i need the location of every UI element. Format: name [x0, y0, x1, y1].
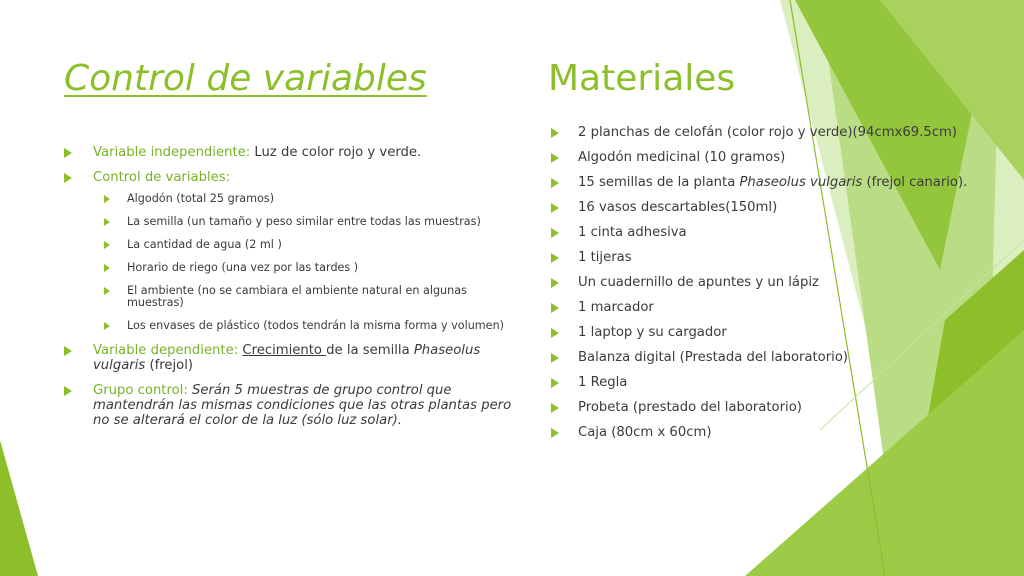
- material-text: Un cuadernillo de apuntes y un lápiz: [578, 275, 819, 290]
- material-text: Algodón medicinal (10 gramos): [578, 150, 786, 165]
- material-text: 1 laptop y su cargador: [578, 325, 727, 340]
- bullet-arrow-icon: [551, 153, 559, 163]
- sub-item-text: El ambiente (no se cambiara el ambiente natural en algunas muestras): [127, 284, 467, 309]
- material-text: 1 marcador: [578, 300, 654, 315]
- bullet-arrow-icon: [551, 128, 559, 138]
- bullet-arrow-icon: [104, 241, 110, 249]
- sub-item: [64, 320, 534, 332]
- material-item: [551, 125, 1011, 150]
- material-text: (frejol canario).: [862, 175, 968, 190]
- sub-item-text: Horario de riego (una vez por las tardes ): [127, 261, 359, 274]
- bullet-arrow-icon: [551, 378, 559, 388]
- slide-title-right: Materiales: [548, 58, 736, 99]
- material-item: [551, 325, 1011, 350]
- material-item: [551, 250, 1011, 275]
- material-item: [551, 200, 1011, 225]
- bullet-arrow-icon: [551, 428, 559, 438]
- list-item-control: [64, 170, 534, 332]
- item-tail: (frejol): [145, 358, 194, 373]
- material-item: [551, 350, 1011, 375]
- material-item: [551, 400, 1011, 425]
- material-item: [551, 225, 1011, 250]
- bullet-arrow-icon: [551, 328, 559, 338]
- list-item-independent: [64, 145, 534, 160]
- sub-item-text: Algodón (total 25 gramos): [127, 192, 275, 205]
- bullet-arrow-icon: [551, 203, 559, 213]
- item-label: Variable dependiente:: [93, 343, 239, 358]
- sub-item: [64, 216, 534, 228]
- material-item: [551, 150, 1011, 175]
- item-label: Grupo control:: [93, 383, 188, 398]
- bullet-arrow-icon: [551, 353, 559, 363]
- material-text: Probeta (prestado del laboratorio): [578, 400, 802, 415]
- species-name: Phaseolus vulgaris: [93, 343, 481, 373]
- bullet-arrow-icon: [64, 346, 72, 356]
- bullet-arrow-icon: [64, 173, 72, 183]
- control-sublist: [64, 193, 534, 332]
- bullet-arrow-icon: [551, 303, 559, 313]
- material-item: [551, 300, 1011, 325]
- materials-list: [551, 125, 1011, 450]
- bullet-arrow-icon: [551, 178, 559, 188]
- list-item-group: [64, 383, 534, 428]
- material-text: 15 semillas de la planta: [578, 175, 740, 190]
- sub-item-text: Los envases de plástico (todos tendrán la misma forma y volumen): [127, 319, 505, 332]
- sub-item: [64, 285, 534, 309]
- material-text: Caja (80cm x 60cm): [578, 425, 712, 440]
- sub-item: [64, 262, 534, 274]
- variables-list: [64, 145, 534, 438]
- species-name: Phaseolus vulgaris: [739, 175, 863, 190]
- sub-item: [64, 193, 534, 205]
- item-text: Luz de color rojo y verde.: [250, 145, 422, 160]
- sub-item-text: La semilla (un tamaño y peso similar entre todas las muestras): [127, 215, 481, 228]
- bullet-arrow-icon: [104, 218, 110, 226]
- bullet-arrow-icon: [551, 403, 559, 413]
- item-label: Variable independiente:: [93, 145, 251, 160]
- item-label: Control de variables:: [93, 170, 231, 185]
- bullet-arrow-icon: [104, 322, 110, 330]
- bullet-arrow-icon: [551, 278, 559, 288]
- list-item-dependent: [64, 343, 534, 373]
- bullet-arrow-icon: [104, 264, 110, 272]
- bullet-arrow-icon: [64, 386, 72, 396]
- material-text: 16 vasos descartables(150ml): [578, 200, 778, 215]
- bullet-arrow-icon: [104, 287, 110, 295]
- material-text: 1 cinta adhesiva: [578, 225, 687, 240]
- slide-title-left: Control de variables: [64, 58, 427, 99]
- item-text: Serán 5 muestras de grupo control que mantendrán las mismas condiciones que las otras plantas pero no se alterará el color de la luz (sólo luz solar).: [93, 383, 512, 428]
- item-text: de la semilla: [326, 343, 414, 358]
- left-corner-shape: [0, 440, 38, 576]
- underlined-text: Crecimiento: [242, 343, 327, 358]
- bullet-arrow-icon: [551, 253, 559, 263]
- material-text: 1 Regla: [578, 375, 628, 390]
- bullet-arrow-icon: [64, 148, 72, 158]
- material-text: Balanza digital (Prestada del laboratorio): [578, 350, 849, 365]
- material-text: 1 tijeras: [578, 250, 632, 265]
- material-text: 2 planchas de celofán (color rojo y verde)(94cmx69.5cm): [578, 125, 957, 140]
- sub-item-text: La cantidad de agua (2 ml ): [127, 238, 282, 251]
- material-item: [551, 175, 1011, 200]
- material-item: [551, 275, 1011, 300]
- sub-item: [64, 239, 534, 251]
- material-item: [551, 425, 1011, 450]
- bullet-arrow-icon: [104, 195, 110, 203]
- material-item: [551, 375, 1011, 400]
- bullet-arrow-icon: [551, 228, 559, 238]
